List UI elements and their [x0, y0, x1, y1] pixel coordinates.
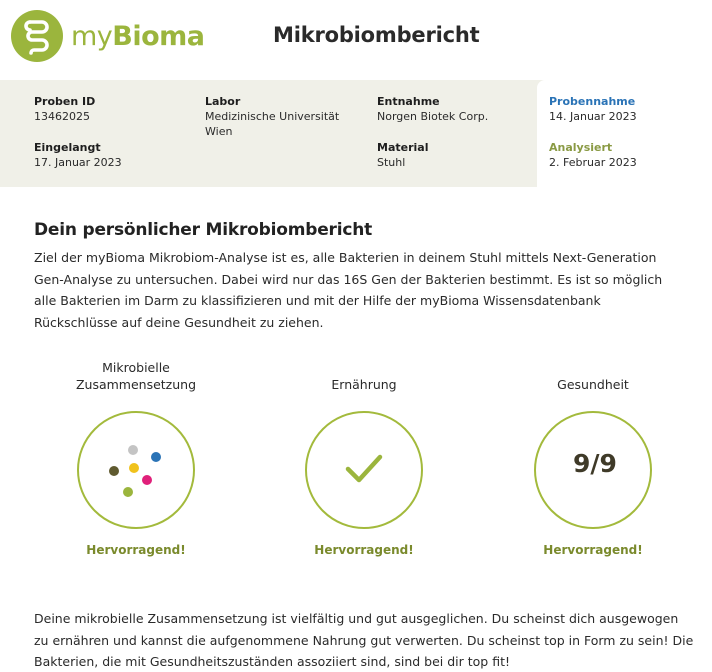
sampling-value: 14. Januar 2023	[549, 110, 637, 123]
section-title: Dein persönlicher Mikrobiombericht	[34, 220, 373, 240]
page-title: Mikrobiombericht	[273, 23, 480, 47]
score-label-line2: Ernährung	[331, 377, 397, 392]
sample-id-label: Proben ID	[34, 95, 96, 108]
logo-wordmark: myBioma	[71, 20, 205, 52]
score-ring	[534, 411, 652, 529]
score-label-line2: Gesundheit	[557, 377, 629, 392]
score-overview	[0, 355, 712, 565]
intro-text: Ziel der myBioma Mikrobiom-Analyse ist es, alle Bakterien in deinem Stuhl mittels Next-Generation Gen-Analyse zu untersuchen. Dabei wird nur das 16S Gen der Bakterien bestimmt. Es ist so möglich alle Bakterien im Darm zu klassifizieren und mit der Hilfe der myBioma Wissensdatenbank Rückschlüsse auf deine Gesundheit zu ziehen.	[34, 250, 663, 330]
received-label: Eingelangt	[34, 141, 101, 154]
top-bar	[0, 0, 712, 80]
score-rating: Hervorragend!	[314, 543, 414, 557]
lab-field	[205, 94, 355, 139]
sample-id-field	[34, 94, 194, 124]
lab-label: Labor	[205, 95, 241, 108]
sample-id-value: 13462025	[34, 110, 90, 123]
checkmark-icon	[307, 413, 420, 526]
sampling-field	[549, 94, 709, 124]
analyzed-label: Analysiert	[549, 141, 613, 154]
lab-value: Medizinische Universität Wien	[205, 110, 340, 138]
score-card-nutrition[interactable]	[274, 355, 454, 565]
intro-section	[34, 220, 682, 333]
score-ring	[77, 411, 195, 529]
material-value: Stuhl	[377, 156, 406, 169]
received-field	[34, 140, 194, 170]
score-ring	[305, 411, 423, 529]
score-label-line2: Zusammensetzung	[75, 377, 197, 392]
extraction-value: Norgen Biotek Corp.	[377, 110, 489, 123]
health-score-value: 9/9	[573, 449, 617, 478]
score-card-composition[interactable]	[46, 355, 226, 565]
analyzed-value: 2. Februar 2023	[549, 156, 637, 169]
material-label: Material	[377, 141, 429, 154]
score-rating: Hervorragend!	[543, 543, 643, 557]
received-value: 17. Januar 2023	[34, 156, 122, 169]
extraction-label: Entnahme	[377, 95, 440, 108]
score-label-line1: Mikrobielle	[102, 360, 170, 375]
score-card-health[interactable]	[503, 355, 683, 565]
analyzed-field	[549, 140, 709, 170]
mybioma-logo[interactable]	[11, 10, 205, 62]
material-field	[377, 140, 527, 170]
gut-logo-icon	[11, 10, 63, 62]
bacteria-dots-icon	[79, 413, 192, 526]
score-rating: Hervorragend!	[86, 543, 186, 557]
summary-text: Deine mikrobielle Zusammensetzung ist vielfältig und gut ausgeglichen. Du scheinst dich ausgewogen zu ernähren und kannst die aufgenommene Nahrung gut verwerten. Du scheinst top in Form zu sein! Die Bakterien, die mit Gesundheitszuständen assoziiert sind, sind bei dir top fit!	[34, 611, 694, 669]
sampling-label: Probennahme	[549, 95, 636, 108]
sample-dates-tab	[537, 80, 712, 187]
extraction-field	[377, 94, 527, 124]
